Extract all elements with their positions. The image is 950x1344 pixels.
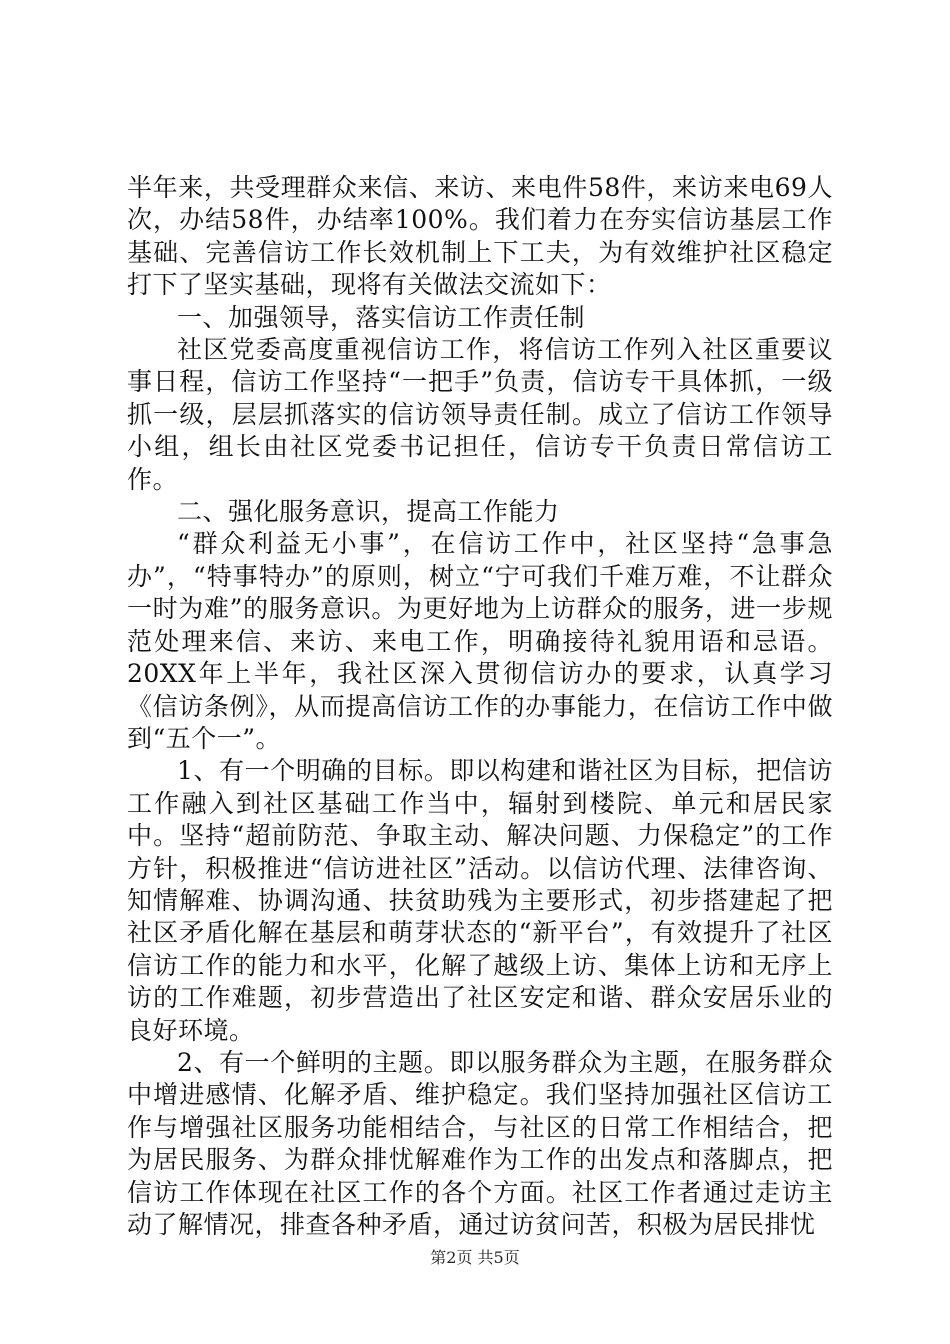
body-paragraph: 2、有一个鲜明的主题。即以服务群众为主题，在服务群众中增进感情、化解矛盾、维护稳定。我们坚持加强社区信访工作与增强社区服务功能相结合，与社区的日常工作相结合，把为居民服务、为群众排忧解难作为工作的出发点和落脚点，把信访工作体现在社区工作的各个方面。社区工作者通过走访主动了解情况，排查各种矛盾，通过访贫问苦，积极为居民排忧 bbox=[127, 1047, 833, 1239]
section-heading: 一、加强领导，落实信访工作责任制 bbox=[177, 302, 586, 332]
body-paragraph: 1、有一个明确的目标。即以构建和谐社区为目标，把信访工作融入到社区基础工作当中，辐射到楼院、单元和居民家中。坚持“超前防范、争取主动、解决问题、力保稳定”的工作方针，积极推进“信访进社区”活动。以信访代理、法律咨询、知情解难、协调沟通、扶贫助残为主要形式，初步搭建起了把社区矛盾化解在基层和萌芽状态的“新平台”，有效提升了社区信访工作的能力和水平，化解了越级上访、集体上访和无序上访的工作难题，初步营造出了社区安定和谐、群众安居乐业的良好环境。 bbox=[127, 756, 833, 1045]
page-number-footer: 第2页 共5页 bbox=[430, 1248, 520, 1267]
body-paragraph: 半年来，共受理群众来信、来访、来电件58件，来访来电69人次，办结58件，办结率100%。我们着力在夯实信访基层工作基础、完善信访工作长效机制上下工夫，为有效维护社区稳定打下了坚实基础，现将有关做法交流如下： bbox=[127, 173, 833, 300]
body-paragraph: “群众利益无小事”，在信访工作中，社区坚持“急事急办”，“特事特办”的原则，树立“宁可我们千难万难，不让群众一时为难”的服务意识。为更好地为上访群众的服务，进一步规范处理来信、来访、来电工作，明确接待礼貌用语和忌语。20XX年上半年，我社区深入贯彻信访办的要求，认真学习《信访条例》，从而提高信访工作的办事能力，在信访工作中做到“五个一”。 bbox=[127, 529, 833, 753]
section-heading: 二、强化服务意识，提高工作能力 bbox=[177, 497, 560, 527]
document-body bbox=[127, 172, 833, 1241]
body-paragraph: 社区党委高度重视信访工作，将信访工作列入社区重要议事日程，信访工作坚持“一把手”负责，信访专干具体抓，一级抓一级，层层抓落实的信访领导责任制。成立了信访工作领导小组，组长由社区党委书记担任，信访专干负责日常信访工作。 bbox=[127, 335, 833, 494]
